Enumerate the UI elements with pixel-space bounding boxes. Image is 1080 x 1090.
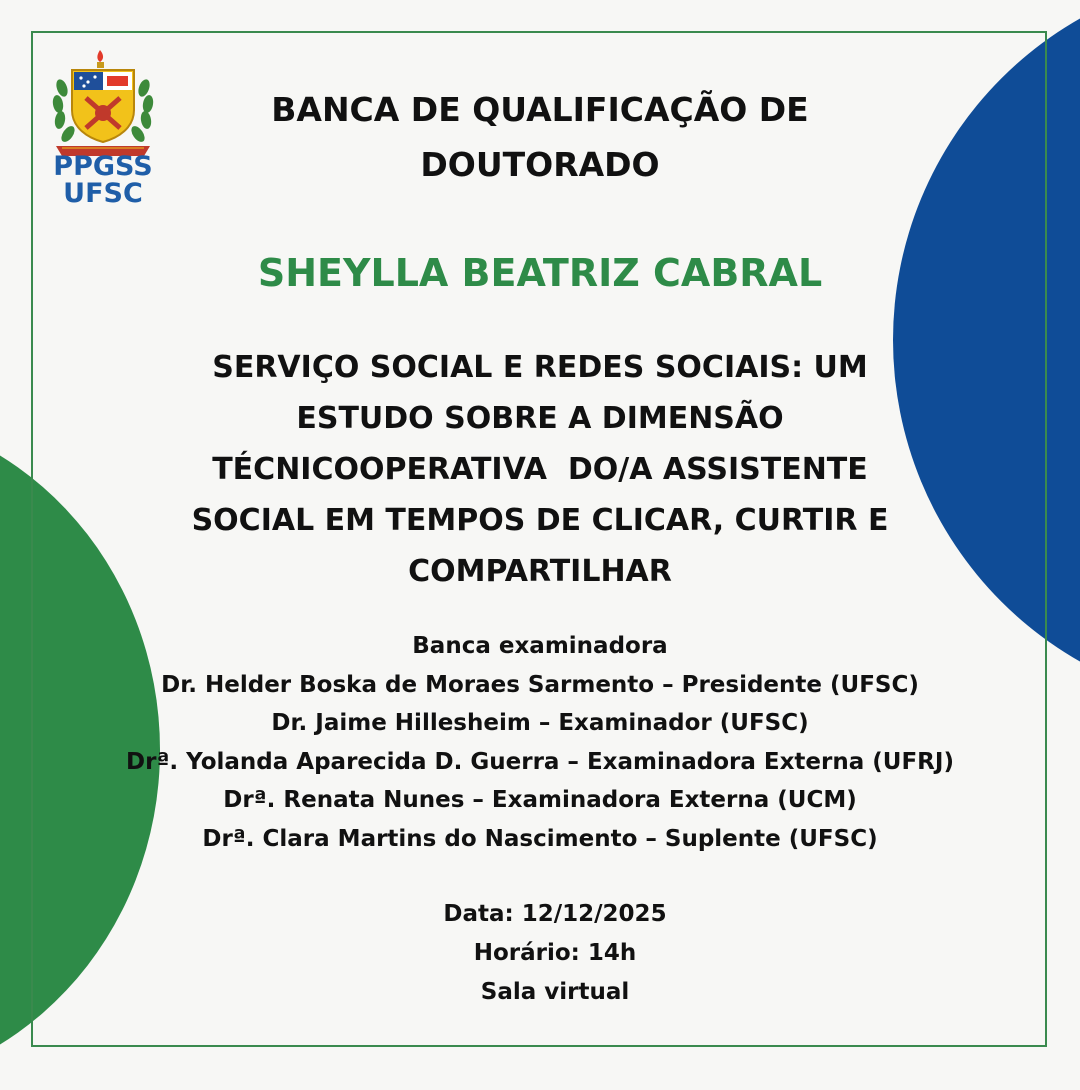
committee-member: Dr. Jaime Hillesheim – Examinador (UFSC) xyxy=(271,710,809,736)
thesis-title xyxy=(150,342,930,597)
logo-text-ufsc: UFSC xyxy=(63,178,143,209)
logo-text-ppgss: PPGSS xyxy=(53,151,153,182)
thesis-title-line: SOCIAL EM TEMPOS DE CLICAR, CURTIR E xyxy=(191,503,889,538)
thesis-title-line: ESTUDO SOBRE A DIMENSÃO xyxy=(296,401,784,436)
committee-heading: Banca examinadora xyxy=(412,633,668,659)
title-line: BANCA DE QUALIFICAÇÃO DE xyxy=(271,90,809,129)
event-date: Data: 12/12/2025 xyxy=(443,901,667,927)
page-title xyxy=(190,82,890,192)
title-line: DOUTORADO xyxy=(420,145,660,184)
committee-member: Drª. Yolanda Aparecida D. Guerra – Examinadora Externa (UFRJ) xyxy=(126,748,954,775)
candidate-name: SHEYLLA BEATRIZ CABRAL xyxy=(257,251,823,295)
committee-member: Drª. Clara Martins do Nascimento – Suplente (UFSC) xyxy=(202,825,878,852)
event-location: Sala virtual xyxy=(480,979,630,1005)
committee-member: Dr. Helder Boska de Moraes Sarmento – Presidente (UFSC) xyxy=(161,671,919,698)
thesis-title-line: TÉCNICOOPERATIVA DO/A ASSISTENTE xyxy=(212,452,868,487)
thesis-title-line: SERVIÇO SOCIAL E REDES SOCIAIS: UM xyxy=(212,350,868,385)
committee-member: Drª. Renata Nunes – Examinadora Externa (UCM) xyxy=(223,787,857,813)
examining-committee xyxy=(40,627,1040,858)
event-info xyxy=(390,895,720,1012)
thesis-title-line: COMPARTILHAR xyxy=(408,554,672,589)
event-time: Horário: 14h xyxy=(473,940,637,966)
